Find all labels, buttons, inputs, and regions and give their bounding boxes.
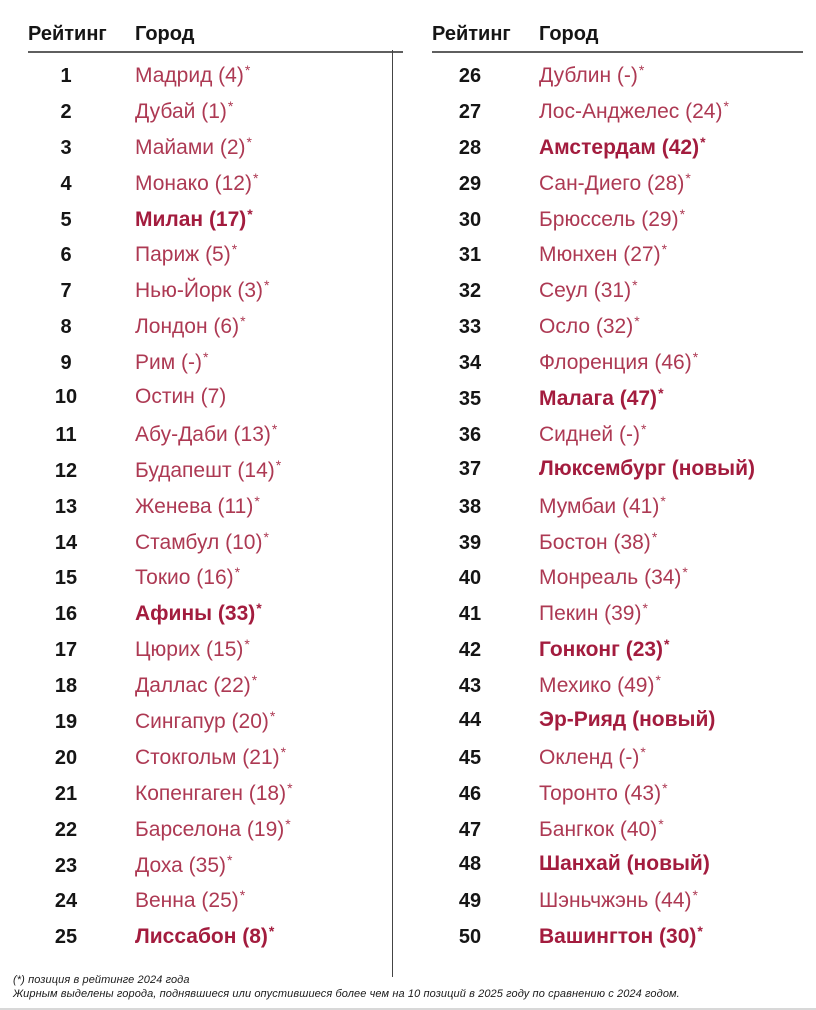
- column-header-city: Город: [135, 23, 195, 45]
- city-cell: Токио (16)*: [135, 564, 241, 590]
- asterisk-marker: *: [263, 528, 269, 545]
- asterisk-marker: *: [651, 528, 658, 545]
- table-row: [432, 780, 803, 816]
- rank-cell: 26: [458, 65, 482, 87]
- city-cell: Вашингтон (30)*: [539, 923, 703, 949]
- rank-cell: 10: [54, 386, 78, 409]
- table-row: [432, 564, 803, 600]
- table-row: [432, 385, 803, 421]
- city-cell: Сингапур (20)*: [135, 708, 276, 734]
- rank-cell: 19: [54, 711, 78, 734]
- asterisk-marker: *: [280, 743, 287, 760]
- table-row: [28, 852, 403, 888]
- city-cell: Женева (11)*: [135, 492, 260, 518]
- table-row: [432, 457, 803, 493]
- table-row: [432, 277, 803, 313]
- city-cell: Лиссабон (8)*: [135, 923, 275, 949]
- table-rows: [28, 62, 403, 959]
- city-cell: Бостон (38)*: [539, 528, 658, 554]
- asterisk-marker: *: [227, 97, 234, 114]
- table-row: [432, 672, 803, 708]
- city-cell: Лос-Анджелес (24)*: [539, 97, 729, 123]
- rank-cell: 25: [54, 926, 78, 949]
- rank-cell: 4: [60, 172, 72, 195]
- table-row: [432, 708, 803, 744]
- asterisk-marker: *: [271, 420, 278, 437]
- city-cell: Дубай (1)*: [135, 97, 234, 123]
- asterisk-marker: *: [268, 923, 275, 940]
- asterisk-marker: *: [664, 636, 670, 653]
- rank-cell: 45: [458, 746, 482, 769]
- city-cell: Эр-Рияд (новый): [539, 708, 716, 732]
- rank-cell: 6: [60, 244, 72, 267]
- asterisk-marker: *: [658, 815, 664, 832]
- rank-cell: 40: [458, 567, 482, 590]
- asterisk-marker: *: [640, 420, 647, 437]
- city-cell: Сеул (31)*: [539, 277, 638, 303]
- footnote-bold-explanation: Жирным выделены города, поднявшиеся или опустившиеся более чем на 10 позиций в 2025 году по сравнению с 2024 годом.: [13, 987, 680, 1000]
- asterisk-marker: *: [256, 600, 262, 617]
- city-cell: Монреаль (34)*: [539, 564, 688, 590]
- rank-cell: 28: [458, 136, 482, 159]
- city-cell: Торонто (43)*: [539, 779, 668, 805]
- asterisk-marker: *: [685, 169, 691, 186]
- table-row: [28, 134, 403, 170]
- asterisk-marker: *: [285, 815, 291, 832]
- rank-cell: 24: [54, 890, 78, 913]
- rank-cell: 41: [458, 603, 482, 626]
- rank-cell: 8: [60, 316, 72, 339]
- rank-cell: 49: [458, 890, 482, 913]
- table-row: [432, 744, 803, 780]
- rank-cell: 12: [54, 459, 78, 482]
- table-row: [28, 241, 403, 277]
- asterisk-marker: *: [239, 887, 246, 904]
- rank-cell: 9: [60, 352, 72, 375]
- rank-cell: 34: [458, 352, 482, 375]
- city-cell: Копенгаген (18)*: [135, 779, 293, 805]
- footnotes: [13, 974, 680, 1001]
- asterisk-marker: *: [275, 456, 282, 473]
- asterisk-marker: *: [247, 205, 253, 222]
- asterisk-marker: *: [700, 133, 706, 150]
- asterisk-marker: *: [251, 672, 258, 689]
- asterisk-marker: *: [227, 851, 233, 868]
- rank-cell: 32: [458, 280, 482, 303]
- city-cell: Брюссель (29)*: [539, 205, 686, 231]
- city-cell: Даллас (22)*: [135, 672, 258, 698]
- table-header: [432, 23, 803, 53]
- city-cell: Доха (35)*: [135, 851, 233, 877]
- table-header: [28, 23, 403, 53]
- table-row: [28, 170, 403, 206]
- rank-cell: 31: [458, 244, 482, 267]
- table-row: [28, 923, 403, 959]
- rank-cell: 2: [60, 100, 72, 123]
- table-row: [432, 206, 803, 242]
- rank-cell: 17: [54, 639, 78, 662]
- asterisk-marker: *: [723, 97, 729, 114]
- city-cell: Абу-Даби (13)*: [135, 420, 278, 446]
- city-cell: Сан-Диего (28)*: [539, 169, 691, 195]
- table-row: [432, 62, 803, 98]
- rank-cell: 47: [458, 818, 482, 841]
- asterisk-marker: *: [658, 385, 664, 402]
- city-cell: Остин (7): [135, 385, 227, 409]
- rank-cell: 35: [458, 388, 482, 411]
- rank-cell: 43: [458, 675, 482, 698]
- asterisk-marker: *: [682, 564, 688, 581]
- rank-cell: 13: [54, 495, 78, 518]
- table-row: [28, 600, 403, 636]
- table-row: [28, 98, 403, 134]
- table-row: [432, 816, 803, 852]
- asterisk-marker: *: [264, 277, 270, 294]
- table-row: [28, 206, 403, 242]
- rank-cell: 1: [60, 65, 72, 87]
- column-header-rank: Рейтинг: [28, 23, 107, 45]
- column-header-rank: Рейтинг: [432, 23, 511, 45]
- city-cell: Сидней (-)*: [539, 420, 647, 446]
- table-row: [28, 636, 403, 672]
- city-cell: Рим (-)*: [135, 349, 209, 375]
- table-row: [432, 923, 803, 959]
- table-row: [432, 349, 803, 385]
- city-cell: Малага (47)*: [539, 385, 664, 411]
- rank-cell: 48: [458, 852, 482, 875]
- rank-cell: 33: [458, 316, 482, 339]
- table-row: [28, 744, 403, 780]
- table-row: [432, 887, 803, 923]
- rank-cell: 5: [60, 208, 72, 231]
- table-row: [28, 421, 403, 457]
- table-row: [28, 457, 403, 493]
- rank-cell: 50: [458, 926, 482, 949]
- asterisk-marker: *: [662, 779, 668, 796]
- city-cell: Мадрид (4)*: [135, 62, 251, 87]
- city-cell: Люксембург (новый): [539, 456, 755, 480]
- table-row: [432, 493, 803, 529]
- city-cell: Мумбаи (41)*: [539, 492, 666, 518]
- asterisk-marker: *: [655, 672, 661, 689]
- rank-cell: 3: [60, 136, 72, 159]
- table-row: [432, 313, 803, 349]
- city-cell: Лондон (6)*: [135, 313, 246, 339]
- city-cell: Венна (25)*: [135, 887, 246, 913]
- rank-cell: 22: [54, 818, 78, 841]
- rank-cell: 37: [458, 457, 482, 480]
- rank-cell: 16: [54, 603, 78, 626]
- table-row: [432, 421, 803, 457]
- asterisk-marker: *: [697, 923, 703, 940]
- city-cell: Флоренция (46)*: [539, 349, 699, 375]
- asterisk-marker: *: [203, 349, 209, 366]
- rank-cell: 46: [458, 782, 482, 805]
- asterisk-marker: *: [661, 241, 668, 258]
- table-row: [432, 170, 803, 206]
- table-row: [432, 529, 803, 565]
- asterisk-marker: *: [254, 492, 260, 509]
- rank-cell: 21: [54, 782, 78, 805]
- table-row: [28, 816, 403, 852]
- rank-cell: 20: [54, 746, 78, 769]
- asterisk-marker: *: [660, 492, 666, 509]
- city-cell: Стамбул (10)*: [135, 528, 269, 554]
- rank-cell: 44: [458, 709, 482, 732]
- asterisk-marker: *: [642, 600, 648, 617]
- city-cell: Окленд (-)*: [539, 743, 646, 769]
- asterisk-marker: *: [679, 205, 686, 222]
- table-row: [432, 636, 803, 672]
- asterisk-marker: *: [244, 62, 251, 78]
- asterisk-marker: *: [234, 564, 241, 581]
- asterisk-marker: *: [246, 133, 252, 150]
- rank-cell: 39: [458, 531, 482, 554]
- table-row: [432, 852, 803, 888]
- column-divider-line: [392, 50, 393, 977]
- table-row: [28, 887, 403, 923]
- rank-cell: 36: [458, 423, 482, 446]
- rank-cell: 11: [55, 423, 77, 446]
- city-cell: Пекин (39)*: [539, 600, 648, 626]
- city-cell: Осло (32)*: [539, 313, 640, 339]
- city-cell: Бангкок (40)*: [539, 815, 664, 841]
- rank-cell: 29: [458, 172, 482, 195]
- asterisk-marker: *: [231, 241, 238, 258]
- city-cell: Париж (5)*: [135, 241, 238, 267]
- table-row: [28, 313, 403, 349]
- city-cell: Барселона (19)*: [135, 815, 291, 841]
- table-row: [28, 493, 403, 529]
- footnote-asterisk: (*) позиция в рейтинге 2024 года: [13, 974, 190, 986]
- table-row: [28, 529, 403, 565]
- city-cell: Будапешт (14)*: [135, 456, 282, 482]
- table-row: [28, 385, 403, 421]
- table-row: [28, 708, 403, 744]
- rank-cell: 18: [54, 675, 78, 698]
- city-cell: Дублин (-)*: [539, 62, 645, 87]
- table-row: [432, 600, 803, 636]
- ranking-column-right: [432, 23, 803, 959]
- rank-cell: 15: [54, 567, 78, 590]
- table-row: [432, 241, 803, 277]
- city-cell: Цюрих (15)*: [135, 636, 250, 662]
- table-row: [28, 349, 403, 385]
- asterisk-marker: *: [240, 313, 246, 330]
- asterisk-marker: *: [638, 62, 645, 78]
- asterisk-marker: *: [632, 277, 638, 294]
- rank-cell: 23: [54, 854, 78, 877]
- table-row: [28, 780, 403, 816]
- table-row: [432, 134, 803, 170]
- table-row: [28, 564, 403, 600]
- rank-cell: 38: [458, 495, 482, 518]
- asterisk-marker: *: [692, 349, 699, 366]
- asterisk-marker: *: [634, 313, 640, 330]
- city-cell: Милан (17)*: [135, 205, 253, 231]
- city-cell: Нью-Йорк (3)*: [135, 277, 270, 303]
- city-cell: Шанхай (новый): [539, 851, 710, 875]
- asterisk-marker: *: [692, 887, 698, 904]
- rank-cell: 7: [60, 280, 72, 303]
- asterisk-marker: *: [244, 636, 250, 653]
- table-row: [28, 277, 403, 313]
- rank-cell: 30: [458, 208, 482, 231]
- city-cell: Шэньчжэнь (44)*: [539, 887, 698, 913]
- table-row: [28, 672, 403, 708]
- city-cell: Майами (2)*: [135, 133, 252, 159]
- city-cell: Мюнхен (27)*: [539, 241, 668, 267]
- rank-cell: 14: [54, 531, 78, 554]
- column-header-city: Город: [539, 23, 599, 45]
- asterisk-marker: *: [640, 743, 646, 760]
- table-rows: [432, 62, 803, 959]
- table-row: [432, 98, 803, 134]
- ranking-column-left: [28, 23, 403, 959]
- city-cell: Афины (33)*: [135, 600, 262, 626]
- city-cell: Монако (12)*: [135, 169, 259, 195]
- city-cell: Гонконг (23)*: [539, 636, 670, 662]
- city-cell: Стокгольм (21)*: [135, 743, 287, 769]
- asterisk-marker: *: [287, 779, 293, 796]
- asterisk-marker: *: [252, 169, 259, 186]
- city-cell: Амстердам (42)*: [539, 133, 706, 159]
- rank-cell: 42: [458, 639, 482, 662]
- city-cell: Мехико (49)*: [539, 672, 661, 698]
- table-row: [28, 62, 403, 98]
- rank-cell: 27: [458, 100, 482, 123]
- asterisk-marker: *: [269, 708, 276, 725]
